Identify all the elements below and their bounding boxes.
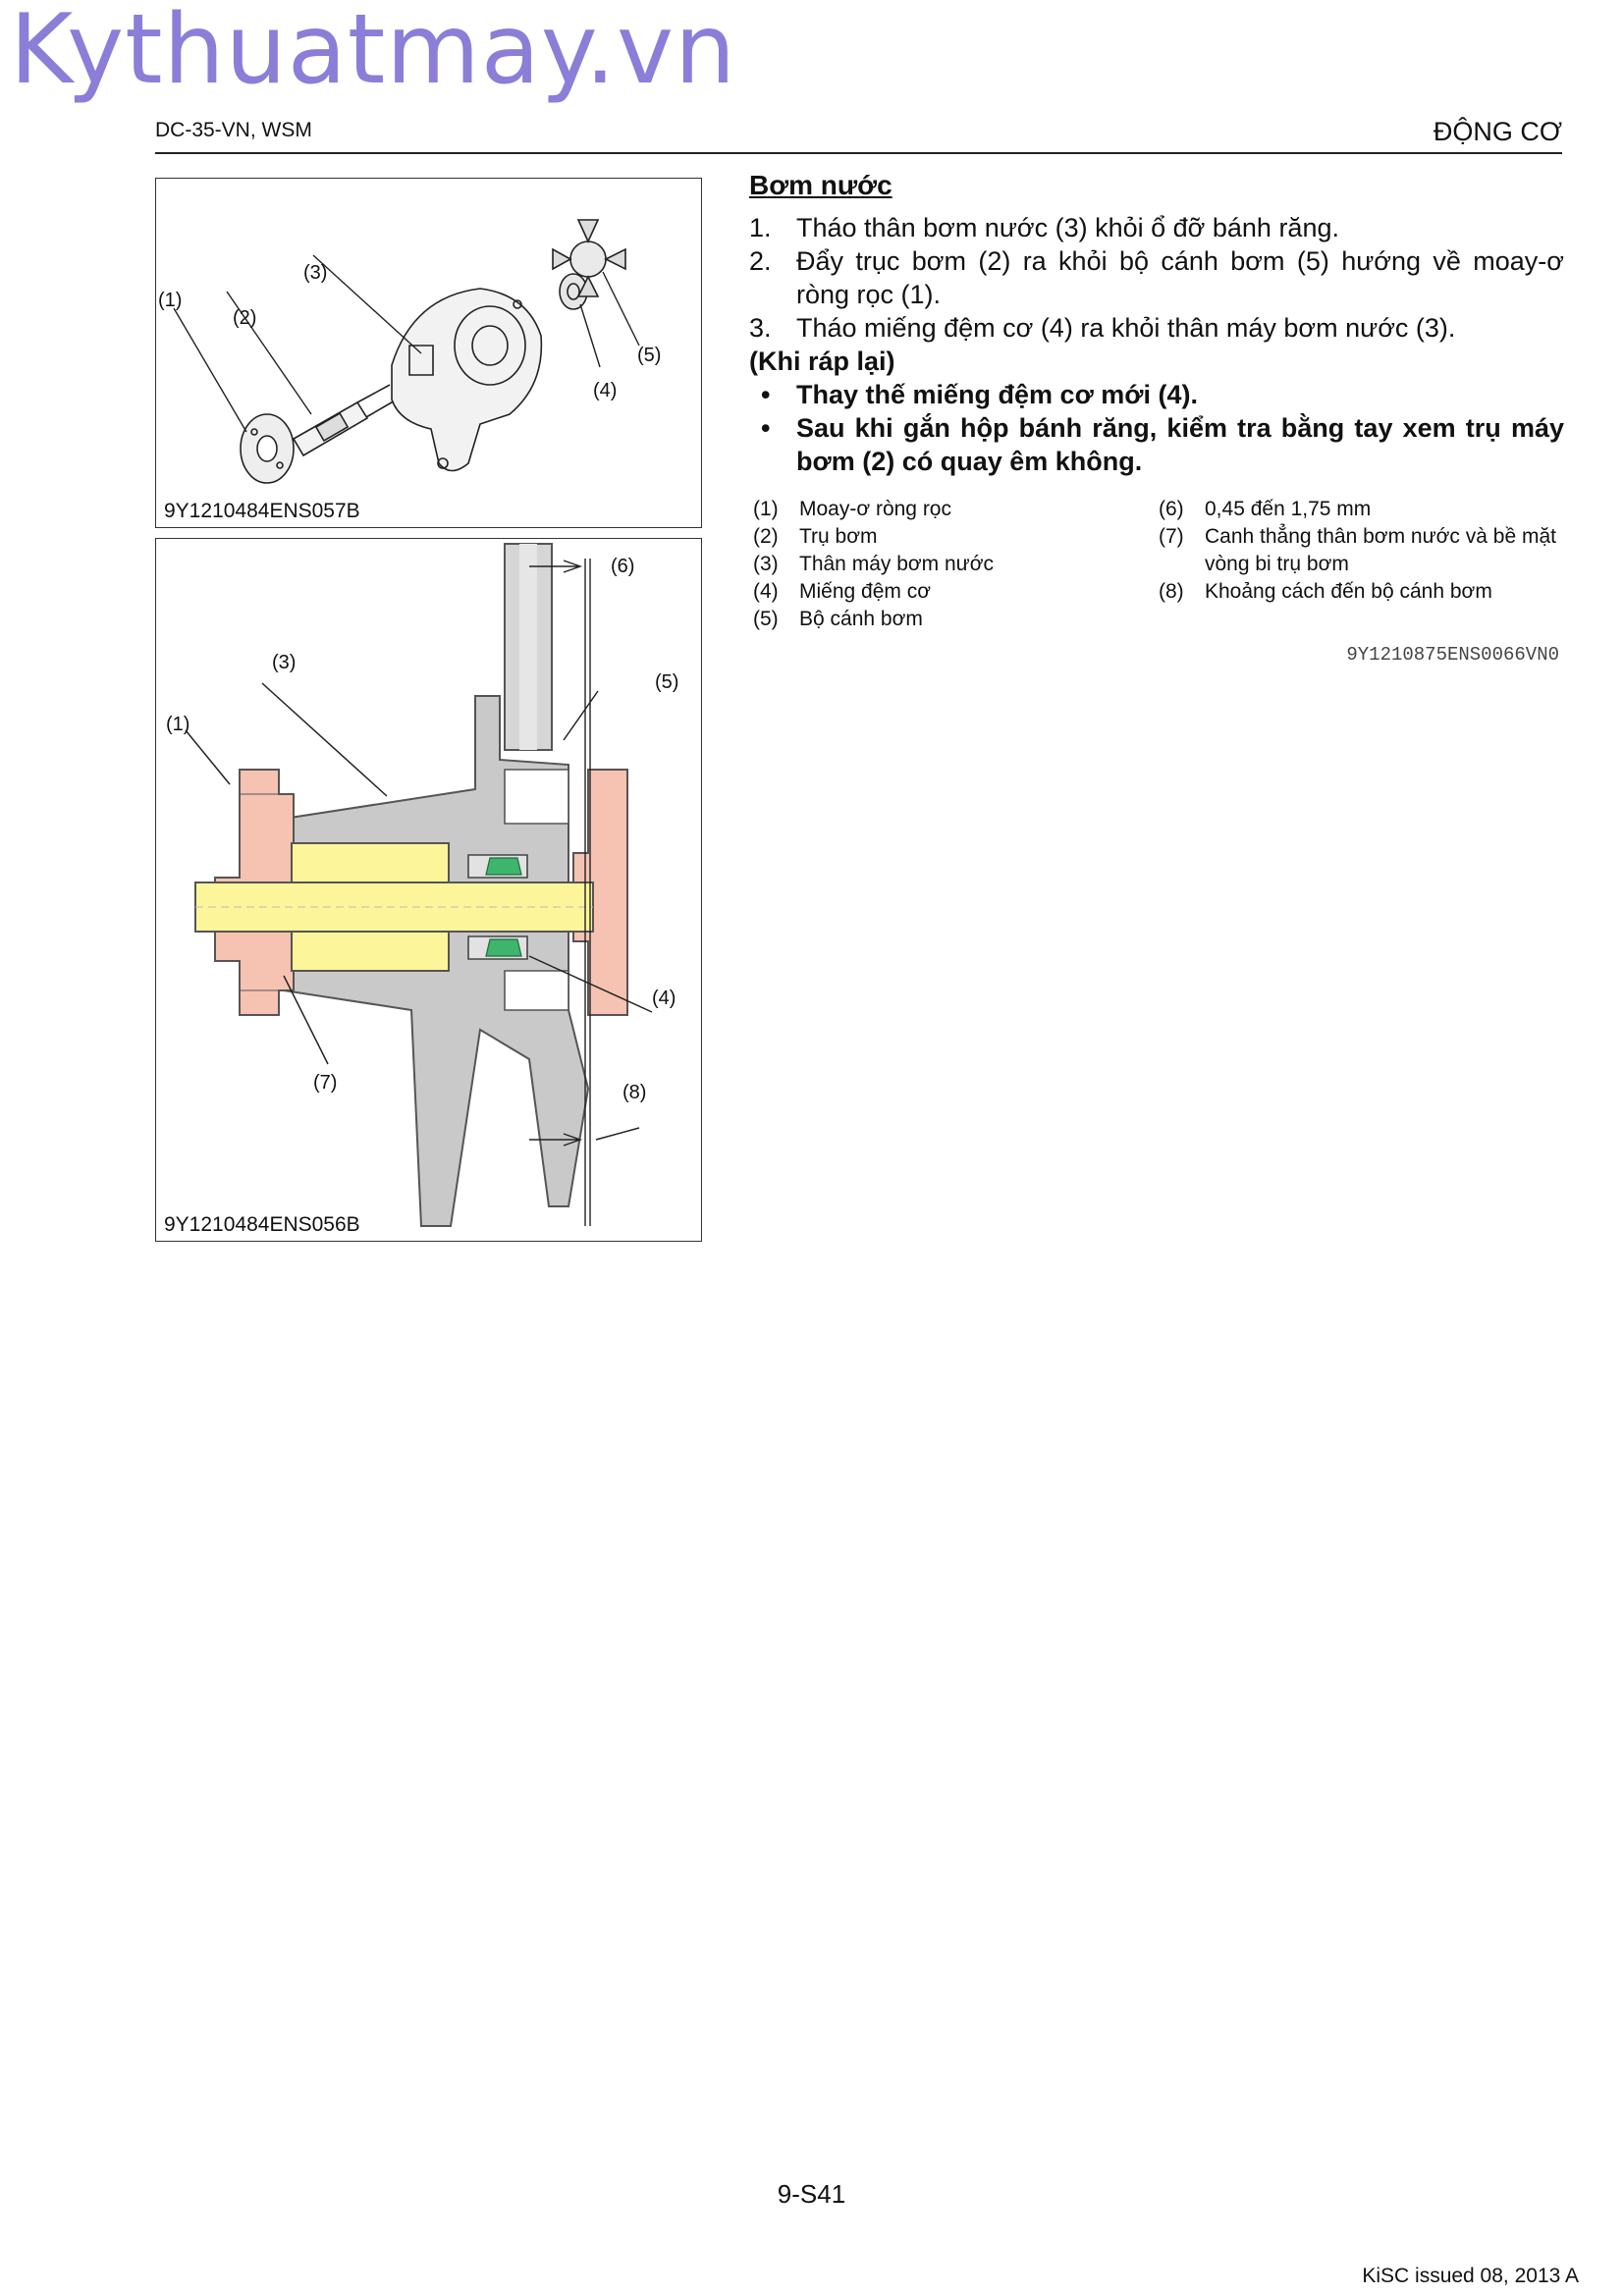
- exploded-view-drawing: [156, 179, 701, 527]
- callout-3: (3): [272, 652, 297, 673]
- step-3: [749, 311, 1564, 345]
- callout-8: (8): [622, 1082, 647, 1103]
- callout-4: (4): [593, 380, 618, 401]
- step-number: 3.: [749, 313, 772, 343]
- legend-item: [753, 523, 1146, 551]
- legend-item: [753, 606, 1146, 633]
- legend-text: Canh thẳng thân bơm nước và bề mặt vòng bi trụ bơm: [1205, 525, 1556, 575]
- figure-2-caption: 9Y1210484ENS056B: [164, 1213, 360, 1236]
- step-2: [749, 244, 1564, 311]
- legend-number: (1): [753, 498, 779, 520]
- header-section-name: ĐỘNG CƠ: [1433, 117, 1562, 146]
- legend-text: Bộ cánh bơm: [799, 608, 923, 630]
- header-doc-code: DC-35-VN, WSM: [155, 119, 312, 141]
- step-text: Tháo thân bơm nước (3) khỏi ổ đỡ bánh răng.: [796, 213, 1339, 242]
- legend-text: 0,45 đến 1,75 mm: [1205, 498, 1372, 520]
- legend-item: [1159, 578, 1561, 606]
- callout-4: (4): [652, 988, 676, 1009]
- header-rule: [155, 152, 1562, 154]
- callout-6: (6): [611, 556, 635, 577]
- bullet-text: Sau khi gắn hộp bánh răng, kiểm tra bằng tay xem trụ máy bơm (2) có quay êm không.: [796, 413, 1564, 476]
- legend-text: Trụ bơm: [799, 525, 878, 548]
- legend-number: (3): [753, 553, 779, 575]
- step-1: [749, 211, 1564, 244]
- callout-1: (1): [158, 290, 183, 311]
- legend-number: (4): [753, 580, 779, 603]
- figure-1-caption: 9Y1210484ENS057B: [164, 500, 360, 522]
- legend-number: (7): [1159, 525, 1184, 548]
- legend-number: (8): [1159, 580, 1184, 603]
- legend-item: [1159, 496, 1561, 523]
- legend-item: [1159, 523, 1561, 578]
- legend-text: Miếng đệm cơ: [799, 580, 931, 603]
- page-number: 9-S41: [777, 2179, 846, 2209]
- legend-number: (5): [753, 608, 779, 630]
- issue-note: KiSC issued 08, 2013 A: [1362, 2265, 1579, 2287]
- procedure-steps: [749, 211, 1564, 478]
- reference-code: 9Y1210875ENS0066VN0: [1346, 644, 1559, 666]
- cross-section-drawing: [156, 539, 701, 1241]
- legend-number: (2): [753, 525, 779, 548]
- legend-number: (6): [1159, 498, 1184, 520]
- step-number: 1.: [749, 213, 772, 242]
- legend-item: [753, 551, 1146, 578]
- watermark: Kythuatmay.vn: [10, 0, 737, 106]
- legend-right: [1159, 496, 1561, 606]
- step-text: Đẩy trục bơm (2) ra khỏi bộ cánh bơm (5) hướng về moay-ơ ròng rọc (1).: [796, 246, 1564, 309]
- callout-2: (2): [233, 307, 257, 329]
- step-text: Tháo miếng đệm cơ (4) ra khỏi thân máy bơm nước (3).: [796, 313, 1456, 343]
- callout-5: (5): [637, 345, 662, 366]
- callout-1: (1): [166, 714, 190, 735]
- section-title: Bơm nước: [749, 170, 893, 200]
- exploded-view-figure: [155, 178, 702, 528]
- callout-3: (3): [303, 262, 328, 284]
- legend-text: Moay-ơ ròng rọc: [799, 498, 951, 520]
- legend-text: Thân máy bơm nước: [799, 553, 994, 575]
- bullet-icon: •: [761, 380, 771, 409]
- bullet-1: [749, 378, 1564, 411]
- callout-5: (5): [655, 671, 679, 693]
- bullet-text: Thay thế miếng đệm cơ mới (4).: [796, 380, 1198, 409]
- legend-text: Khoảng cách đến bộ cánh bơm: [1205, 580, 1492, 603]
- legend-item: [753, 496, 1146, 523]
- bullet-icon: •: [761, 413, 771, 443]
- reassembly-heading: (Khi ráp lại): [749, 347, 895, 376]
- legend-item: [753, 578, 1146, 606]
- bullet-2: [749, 411, 1564, 478]
- step-number: 2.: [749, 246, 772, 276]
- cross-section-figure: [155, 538, 702, 1242]
- callout-7: (7): [313, 1072, 338, 1094]
- legend-left: [753, 496, 1146, 633]
